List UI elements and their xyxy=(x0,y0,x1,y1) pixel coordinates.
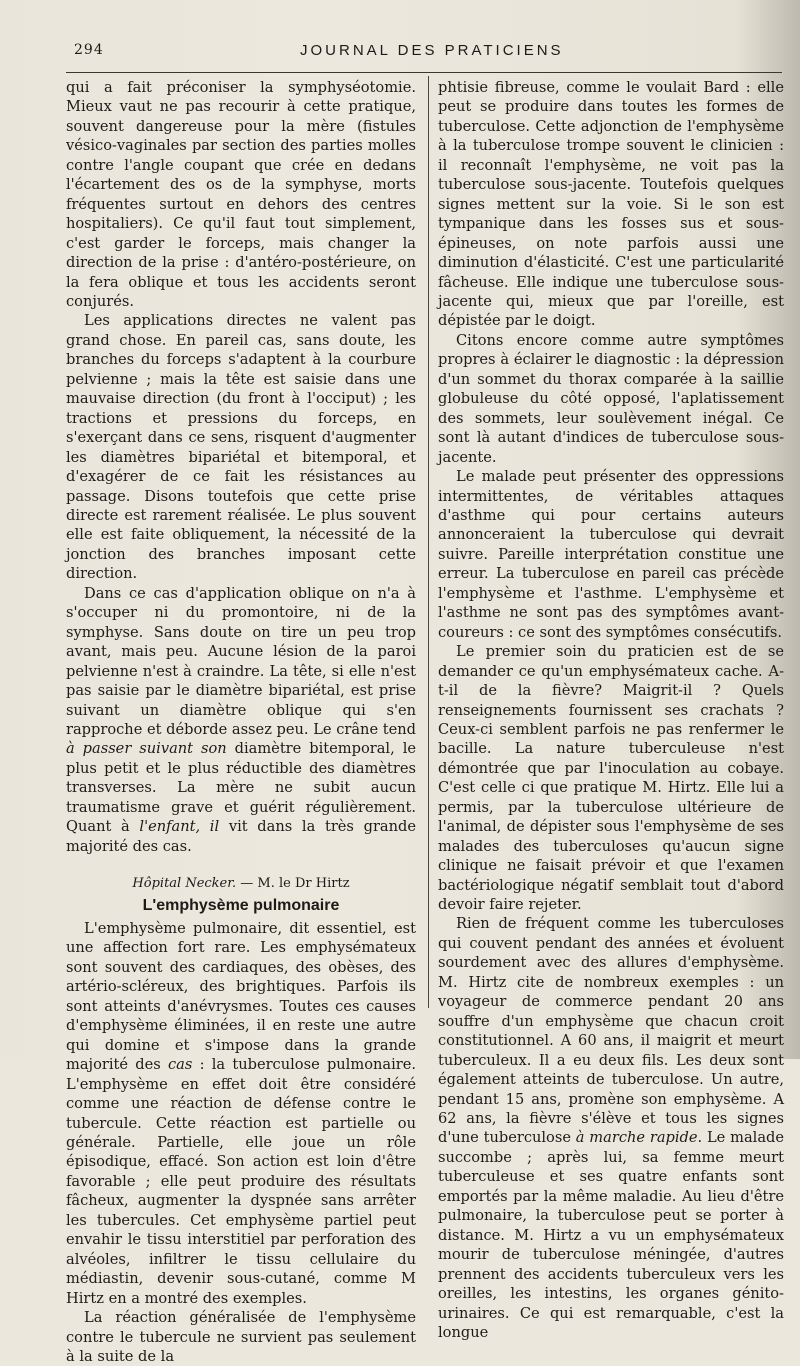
journal-title: JOURNAL DES PRATICIENS xyxy=(300,42,564,59)
italic-text: l'enfant, il xyxy=(139,818,220,836)
section-source xyxy=(66,874,416,893)
paragraph-text: diamètre bitemporal, le plus petit et le plus réductible des diamètres transverses. La mère ne subit aucun traumatisme grave et guérit régulièrement. Quant à xyxy=(66,740,416,836)
paragraph-text: vit dans la très grande majorité des cas. xyxy=(66,818,417,855)
paragraph: Le premier soin du praticien est de se demander ce qu'un emphysémateux cache. A-t-il de la fièvre? Maigrit-il ? Quels renseignements fournissent ses crachats ? Ceux-ci semblent parfois ne pas renfermer le bacille. La nature tuberculeuse n'est démontrée que par l'inoculation au cobaye. C'est celle ci que pratique M. Hirtz. Elle lui a permis, par la tuberculose ultérieure de l'animal, de dépister sous l'emphysème de ses malades des tuberculoses qu'aucun signe clinique ne faisait prévoir et que l'examen bactériologique négatif semblait tout d'abord devoir faire rejeter. xyxy=(438,643,784,914)
header-rule xyxy=(66,72,782,73)
paragraph-text: . Le malade succombe ; après lui, sa femme meurt tuberculeuse et ses quatre enfants sont emportés par la même maladie. Au lieu d'être pulmonaire, la tuberculose peut se porter à distance. M. Hirtz a vu un emphysémateux mourir de tuberculose méningée, d'autres prennent des accidents tuberculeux vers les oreilles, les intestins, les organes génito-urinaires. Ce qui est remarquable, c'est la longue xyxy=(438,1129,784,1341)
paragraph-text: : la tuberculose pulmonaire. L'emphysème en effet doit être considéré comme une réaction de défense contre le tubercule. Cette réaction est partielle ou générale. Partielle, elle joue un rôle épisodique, effacé. Son action est loin d'être favorable ; elle peut produire des résultats fâcheux, augmenter la dyspnée sans arrêter les tubercules. Cet emphysème partiel peut envahir le tissu interstitiel par perforation des alvéoles, infiltrer le tissu cellulaire du médiastin, devenir sous-cutané, comme M Hirtz en a montré des exemples. xyxy=(66,1056,416,1307)
right-column xyxy=(438,78,784,1342)
page-header xyxy=(0,42,800,64)
paragraph-text: Dans ce cas d'application oblique on n'a à s'occuper ni du promontoire, ni de la symphyse. Sans doute on tire un peu trop avant, mais peu. Aucune lésion de la paroi pelvienne n'est à craindre. La tête, si elle n'est pas saisie par le diamètre bipariétal, est prise suivant un diamètre oblique qui s'en rapproche et déborde assez peu. Le crâne tend xyxy=(66,584,416,738)
hospital-name: Hôpital Necker. xyxy=(132,876,237,892)
paragraph: Les applications directes ne valent pas grand chose. En pareil cas, sans doute, les branches du forceps s'adaptent à la courbure pelvienne ; mais la tête est saisie dans une mauvaise direction (du front à l'occiput) ; les tractions et pressions du forceps, en s'exerçant dans ce sens, risquent d'augmenter les diamètres bipariétal et bitemporal, et d'exagérer de ce fait les résistances au passage. Disons toutefois que cette prise directe est rarement réalisée. Le plus souvent elle est faite obliquement, la nécessité de la jonction des branches imposant cette direction. xyxy=(66,312,416,583)
italic-text: cas xyxy=(167,1056,193,1074)
italic-text: à passer suivant son xyxy=(66,740,227,758)
paragraph: Le malade peut présenter des oppressions intermittentes, de véritables attaques d'asthme qui pour certains auteurs annonceraient la tuberculose qui devrait suivre. Pareille interprétation constitue une erreur. La tuberculose en pareil cas précède l'emphysème et l'asthme. L'emphysème et l'asthme ne sont pas des symptômes avant-coureurs : ce sont des symptômes consécutifs. xyxy=(438,468,784,641)
italic-text: à marche rapide xyxy=(575,1129,698,1147)
paragraph xyxy=(438,914,784,1342)
section-title: L'emphysème pulmonaire xyxy=(142,896,340,914)
paragraph-text: Rien de fréquent comme les tuberculoses qui couvent pendant des années et évoluent sourdement avec des allures d'emphysème. M. Hirtz cite de nombreux exemples : un voyageur de commerce pendant 20 ans souffre d'un emphysème que chacun croit constitutionnel. A 60 ans, il maigrit et meurt tuberculeux. Il a eu deux fils. Les deux sont également atteints de tuberculose. Un autre, pendant 15 ans, promène son emphysème. A 62 ans, la fièvre s'élève et tous les signes d'une tuberculose xyxy=(438,915,784,1147)
left-column xyxy=(66,78,416,1366)
author-name: — M. le Dr Hirtz xyxy=(236,876,350,892)
paragraph xyxy=(66,584,416,856)
paragraph xyxy=(66,919,416,1308)
paragraph: La réaction généralisée de l'emphysème contre le tubercule ne survient pas seulement à la suite de la xyxy=(66,1309,416,1365)
paragraph: Citons encore comme autre symptômes propres à éclairer le diagnostic : la dépression d'un sommet du thorax comparée à la saillie globuleuse du côté opposé, l'aplatissement des sommets, leur soulèvement inégal. Ce sont là autant d'indices de tuberculose sous-jacente. xyxy=(438,331,784,466)
paragraph-text: L'emphysème pulmonaire, dit essentiel, est une affection fort rare. Les emphysémateux sont souvent des cardiaques, des obèses, des artério-scléreux, des brightiques. Parfois ils sont atteints d'anévrysmes. Toutes ces causes d'emphysème éliminées, il en reste une autre qui domine et s'impose dans la grande majorité des xyxy=(66,920,416,1074)
column-divider xyxy=(428,76,429,1008)
paragraph: phtisie fibreuse, comme le voulait Bard : elle peut se produire dans toutes les formes de tuberculose. Cette adjonction de l'emphysème à la tuberculose trompe souvent le clinicien : il reconnaît l'emphysème, ne voit pas la tuberculose sous-jacente. Toutefois quelques signes mettent sur la voie. Si le son est tympanique dans les fosses sus et sous-épineuses, on note parfois aussi une diminution d'élasticité. C'est une particularité fâcheuse. Elle indique une tuberculose sous-jacente qui, mieux que par l'oreille, est dépistée par le doigt. xyxy=(438,79,784,330)
paragraph: qui a fait préconiser la symphyséotomie. Mieux vaut ne pas recourir à cette pratique, souvent dangereuse pour la mère (fistules vésico-vaginales par section des parties molles contre l'angle coupant que crée en dedans l'écartement des os de la symphyse, morts fréquentes surtout en dehors des centres hospitaliers). Ce qu'il faut tout simplement, c'est garder le forceps, mais changer la direction de la prise : d'antéro-postérieure, on la fera oblique et tous les accidents seront conjurés. xyxy=(66,79,416,310)
page-number: 294 xyxy=(74,42,104,58)
